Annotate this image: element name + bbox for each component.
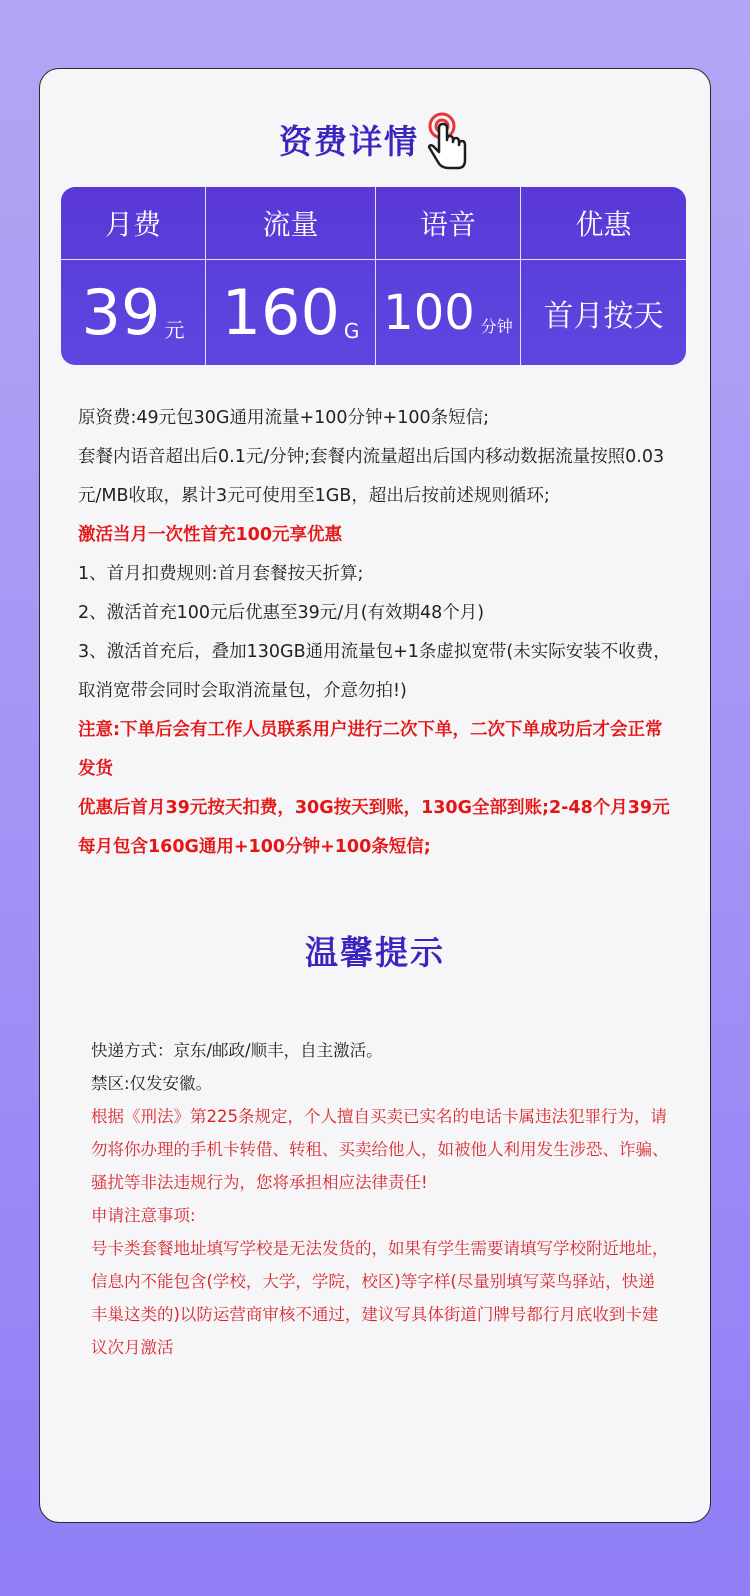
original-price-line: 原资费:49元包30G通用流量+100分钟+100条短信; xyxy=(78,408,490,428)
rule-2: 2、激活首充100元后优惠至39元/月(有效期48个月) xyxy=(78,603,485,623)
legal-warning: 根据《刑法》第225条规定，个人擅自买卖已实名的电话卡属违法犯罪行为，请勿将你办理的手机卡转借、转租、买卖给他人，如被他人利用发生涉恐、诈骗、骚扰等非法违规行为，您将承担相应法律责任! xyxy=(91,1107,669,1192)
restricted-area: 禁区:仅发安徽。 xyxy=(91,1074,213,1093)
voice-unit: 分钟 xyxy=(480,317,513,336)
promo-cell xyxy=(521,260,686,365)
discount-summary: 优惠后首月39元按天扣费，30G按天到账，130G全部到账;2-48个月39元每月包含160G通用+100分钟+100条短信; xyxy=(78,798,670,857)
header-promo: 优惠 xyxy=(521,187,686,260)
header-data: 流量 xyxy=(206,187,376,260)
tariff-table xyxy=(61,187,686,365)
order-notice: 注意:下单后会有工作人员联系用户进行二次下单，二次下单成功后才会正常发货 xyxy=(78,720,663,779)
application-notes-title: 申请注意事项: xyxy=(91,1206,196,1225)
tariff-title: 资费详情 xyxy=(279,121,419,161)
activation-highlight: 激活当月一次性首充100元享优惠 xyxy=(78,525,343,545)
rule-1: 1、首月扣费规则:首月套餐按天折算; xyxy=(78,564,364,584)
plan-details xyxy=(78,399,678,867)
data-unit: G xyxy=(343,319,360,343)
application-notes-text: 号卡类套餐地址填写学校是无法发货的，如果有学生需要请填写学校附近地址，信息内不能包含(学校，大学，学院，校区)等字样(尽量别填写菜鸟驿站，快递丰巢这类的)以防运营商审核不通过，建议写具体街道门牌号都行月底收到卡建议次月激活 xyxy=(91,1239,669,1357)
monthly-fee-value: 39 xyxy=(81,275,161,349)
tips-section xyxy=(91,1034,671,1364)
voice-value: 100 xyxy=(383,284,475,341)
data-value: 160 xyxy=(221,275,340,349)
monthly-fee-cell xyxy=(61,260,206,365)
promo-value: 首月按天 xyxy=(543,298,664,334)
voice-cell xyxy=(376,260,521,365)
delivery-method: 快递方式：京东/邮政/顺丰，自主激活。 xyxy=(91,1041,383,1060)
overage-line: 套餐内语音超出后0.1元/分钟;套餐内流量超出后国内移动数据流量按照0.03元/MB收取，累计3元可使用至1GB，超出后按前述规则循环; xyxy=(78,447,665,506)
tariff-title-row xyxy=(40,109,710,169)
tips-title: 温馨提示 xyxy=(305,933,445,972)
pointer-hand-icon xyxy=(425,112,471,172)
rule-3: 3、激活首充后，叠加130GB通用流量包+1条虚拟宽带(未实际安装不收费，取消宽带会同时会取消流量包，介意勿拍!) xyxy=(78,642,671,701)
data-cell xyxy=(206,260,376,365)
header-voice: 语音 xyxy=(376,187,521,260)
main-card xyxy=(39,68,711,1523)
header-monthly-fee: 月费 xyxy=(61,187,206,260)
monthly-fee-unit: 元 xyxy=(164,318,185,342)
